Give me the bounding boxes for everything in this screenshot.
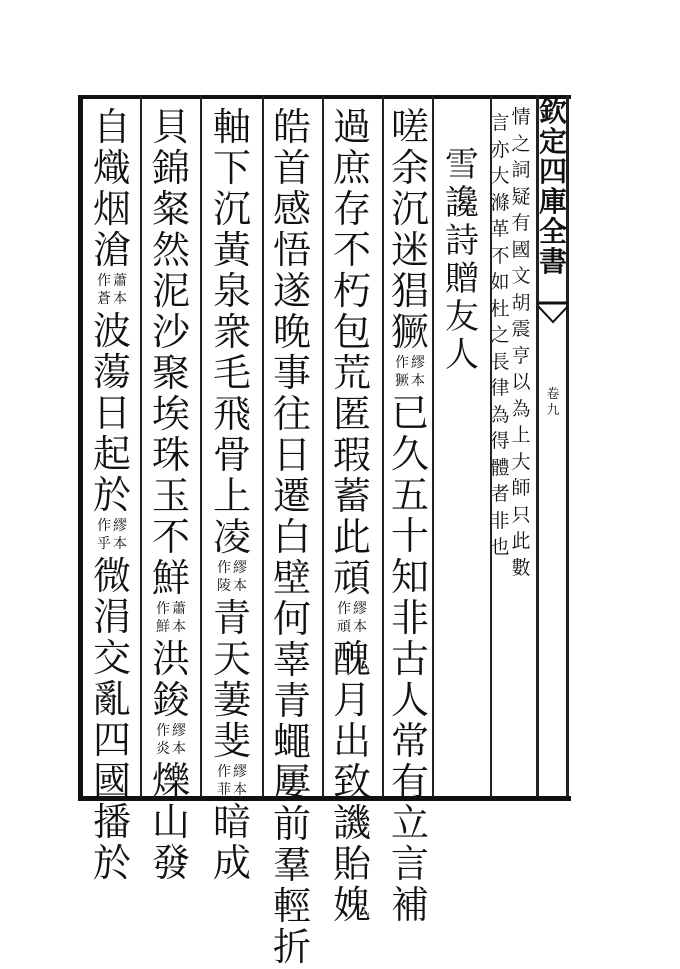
glyph: 感 bbox=[272, 187, 311, 231]
glyph: 匿 bbox=[332, 392, 371, 436]
glyph: 九 bbox=[546, 403, 560, 418]
glyph: 作 bbox=[395, 355, 409, 371]
glyph: 十 bbox=[390, 514, 429, 558]
glyph: 蒼 bbox=[97, 291, 111, 307]
commentary-column-1 bbox=[507, 108, 535, 585]
glyph: 鋑 bbox=[151, 678, 190, 722]
glyph: 之 bbox=[490, 324, 510, 346]
glyph: 微 bbox=[92, 554, 131, 598]
glyph: 凌 bbox=[212, 515, 251, 559]
glyph: 遷 bbox=[272, 474, 311, 518]
glyph: 作 bbox=[156, 723, 170, 739]
glyph: 繆 bbox=[411, 355, 425, 371]
glyph: 乎 bbox=[97, 536, 111, 552]
glyph: 珠 bbox=[151, 433, 190, 477]
glyph: 四 bbox=[92, 718, 131, 762]
glyph: 存 bbox=[332, 187, 371, 231]
glyph: 此 bbox=[332, 515, 371, 559]
glyph: 沉 bbox=[212, 187, 251, 231]
glyph: 定 bbox=[538, 125, 567, 158]
glyph: 泥 bbox=[151, 269, 190, 313]
glyph: 陵 bbox=[217, 578, 231, 594]
glyph: 下 bbox=[212, 146, 251, 190]
glyph: 書 bbox=[538, 245, 567, 278]
glyph: 萋 bbox=[212, 678, 251, 722]
glyph: 亨 bbox=[511, 344, 531, 367]
glyph: 於 bbox=[92, 473, 131, 517]
glyph: 以 bbox=[511, 371, 531, 393]
text-column-5 bbox=[143, 105, 199, 885]
glyph: 白 bbox=[272, 515, 311, 559]
interlinear-note bbox=[156, 724, 186, 760]
glyph: 飛 bbox=[212, 392, 251, 436]
glyph: 得 bbox=[490, 430, 510, 452]
glyph: 爍 bbox=[151, 759, 190, 803]
glyph: 蕭 bbox=[172, 601, 186, 617]
glyph: 醜 bbox=[332, 637, 371, 681]
glyph: 發 bbox=[151, 841, 190, 885]
glyph: 為 bbox=[490, 403, 510, 426]
glyph: 本 bbox=[172, 619, 186, 635]
glyph: 泉 bbox=[212, 269, 251, 313]
glyph: 往 bbox=[272, 392, 311, 436]
glyph: 交 bbox=[92, 636, 131, 680]
interlinear-note bbox=[217, 561, 247, 597]
glyph: 文 bbox=[511, 265, 531, 287]
glyph: 軸 bbox=[212, 105, 251, 149]
glyph: 屢 bbox=[272, 761, 311, 805]
glyph: 不 bbox=[151, 515, 190, 559]
glyph: 非 bbox=[390, 596, 429, 640]
glyph: 晚 bbox=[272, 310, 311, 354]
glyph: 國 bbox=[92, 759, 131, 803]
glyph: 為 bbox=[511, 397, 531, 420]
glyph: 本 bbox=[113, 536, 127, 552]
glyph: 事 bbox=[272, 351, 311, 395]
glyph: 毛 bbox=[212, 351, 251, 395]
glyph: 不 bbox=[490, 244, 510, 267]
glyph: 本 bbox=[233, 578, 247, 594]
glyph: 貽 bbox=[332, 842, 371, 886]
text-column-1 bbox=[384, 105, 436, 927]
glyph: 也 bbox=[490, 536, 510, 558]
glyph: 錦 bbox=[151, 146, 190, 190]
glyph: 繆 bbox=[172, 723, 186, 739]
glyph: 羣 bbox=[272, 843, 311, 887]
glyph: 埃 bbox=[151, 392, 190, 436]
glyph: 沉 bbox=[390, 187, 429, 231]
glyph: 數 bbox=[511, 556, 531, 579]
glyph: 頑 bbox=[332, 556, 371, 600]
glyph: 立 bbox=[390, 801, 429, 845]
glyph: 五 bbox=[390, 473, 429, 517]
glyph: 繆 bbox=[113, 518, 127, 534]
glyph: 本 bbox=[113, 291, 127, 307]
glyph: 本 bbox=[172, 741, 186, 757]
glyph: 言 bbox=[390, 842, 429, 886]
glyph: 洪 bbox=[151, 637, 190, 681]
margin-juan-label bbox=[542, 388, 564, 420]
glyph: 本 bbox=[411, 373, 425, 389]
glyph: 非 bbox=[490, 509, 510, 532]
glyph: 粲 bbox=[151, 187, 190, 231]
glyph: 庫 bbox=[538, 185, 567, 218]
glyph: 日 bbox=[92, 391, 131, 435]
glyph: 讒 bbox=[445, 183, 479, 223]
glyph: 革 bbox=[490, 218, 510, 240]
glyph: 朽 bbox=[332, 269, 371, 313]
text-column-6 bbox=[84, 105, 140, 885]
glyph: 熾 bbox=[92, 146, 131, 190]
glyph: 詩 bbox=[445, 221, 479, 261]
glyph: 斐 bbox=[212, 719, 251, 763]
glyph: 包 bbox=[332, 310, 371, 354]
glyph: 致 bbox=[332, 760, 371, 804]
glyph: 四 bbox=[538, 155, 567, 188]
glyph: 聚 bbox=[151, 351, 190, 395]
glyph: 暗 bbox=[212, 800, 251, 844]
glyph: 月 bbox=[332, 678, 371, 722]
glyph: 作 bbox=[217, 764, 231, 780]
glyph: 情 bbox=[511, 106, 531, 128]
column-rule bbox=[200, 95, 202, 797]
glyph: 蕭 bbox=[113, 273, 127, 289]
glyph: 補 bbox=[390, 883, 429, 927]
glyph: 作 bbox=[156, 601, 170, 617]
glyph: 卷 bbox=[546, 387, 560, 402]
interlinear-note bbox=[97, 519, 127, 555]
glyph: 大 bbox=[511, 450, 531, 473]
glyph: 知 bbox=[390, 555, 429, 599]
glyph: 滌 bbox=[490, 191, 510, 214]
commentary-column-2 bbox=[490, 112, 510, 565]
glyph: 日 bbox=[272, 433, 311, 477]
glyph: 人 bbox=[390, 678, 429, 722]
glyph: 何 bbox=[272, 597, 311, 641]
glyph: 友 bbox=[445, 297, 479, 337]
glyph: 余 bbox=[390, 146, 429, 190]
glyph: 有 bbox=[390, 760, 429, 804]
glyph: 炎 bbox=[156, 741, 170, 757]
glyph: 已 bbox=[390, 391, 429, 435]
glyph: 滄 bbox=[92, 228, 131, 272]
glyph: 譏 bbox=[332, 801, 371, 845]
glyph: 雪 bbox=[445, 145, 479, 185]
glyph: 長 bbox=[490, 350, 510, 373]
glyph: 贈 bbox=[445, 259, 479, 299]
glyph: 折 bbox=[272, 925, 311, 969]
glyph: 師 bbox=[511, 477, 531, 499]
glyph: 波 bbox=[92, 309, 131, 353]
glyph: 蓄 bbox=[332, 474, 371, 518]
glyph: 之 bbox=[511, 132, 531, 155]
glyph: 有 bbox=[511, 212, 531, 234]
glyph: 起 bbox=[92, 432, 131, 476]
glyph: 貝 bbox=[151, 105, 190, 149]
glyph: 然 bbox=[151, 228, 190, 272]
glyph: 烟 bbox=[92, 187, 131, 231]
glyph: 涓 bbox=[92, 595, 131, 639]
glyph: 上 bbox=[511, 424, 531, 446]
glyph: 自 bbox=[92, 105, 131, 149]
glyph: 作 bbox=[97, 518, 111, 534]
glyph: 荒 bbox=[332, 351, 371, 395]
glyph: 於 bbox=[92, 841, 131, 885]
glyph: 首 bbox=[272, 146, 311, 190]
glyph: 辜 bbox=[272, 638, 311, 682]
glyph: 繆 bbox=[233, 560, 247, 576]
glyph: 遂 bbox=[272, 269, 311, 313]
glyph: 久 bbox=[390, 432, 429, 476]
glyph: 壁 bbox=[272, 556, 311, 600]
glyph: 鮮 bbox=[151, 556, 190, 600]
glyph: 頑 bbox=[337, 619, 351, 635]
glyph: 天 bbox=[212, 637, 251, 681]
text-column-4 bbox=[203, 105, 261, 885]
glyph: 菲 bbox=[217, 782, 231, 798]
glyph: 本 bbox=[233, 782, 247, 798]
glyph: 青 bbox=[212, 596, 251, 640]
text-column-2 bbox=[324, 105, 380, 927]
interlinear-note bbox=[217, 765, 247, 801]
glyph: 媿 bbox=[332, 883, 371, 927]
glyph: 亂 bbox=[92, 677, 131, 721]
glyph: 成 bbox=[212, 841, 251, 885]
margin-book-title bbox=[538, 95, 568, 278]
glyph: 全 bbox=[538, 215, 567, 248]
glyph: 出 bbox=[332, 719, 371, 763]
interlinear-note bbox=[97, 274, 127, 310]
glyph: 瑕 bbox=[332, 433, 371, 477]
glyph: 欽 bbox=[538, 95, 567, 128]
glyph: 獗 bbox=[390, 310, 429, 354]
glyph: 繆 bbox=[353, 601, 367, 617]
glyph: 疑 bbox=[511, 185, 531, 208]
glyph: 大 bbox=[490, 165, 510, 187]
glyph: 黃 bbox=[212, 228, 251, 272]
glyph: 此 bbox=[511, 530, 531, 552]
glyph: 庶 bbox=[332, 146, 371, 190]
glyph: 猖 bbox=[390, 269, 429, 313]
glyph: 言 bbox=[490, 112, 510, 134]
text-column-3 bbox=[264, 105, 320, 969]
glyph: 輕 bbox=[272, 884, 311, 928]
glyph: 皓 bbox=[272, 105, 311, 149]
glyph: 如 bbox=[490, 271, 510, 293]
glyph: 胡 bbox=[511, 291, 531, 314]
glyph: 常 bbox=[390, 719, 429, 763]
glyph: 者 bbox=[490, 483, 510, 505]
glyph: 上 bbox=[212, 474, 251, 518]
glyph: 作 bbox=[337, 601, 351, 617]
glyph: 衆 bbox=[212, 310, 251, 354]
glyph: 過 bbox=[332, 105, 371, 149]
glyph: 體 bbox=[490, 456, 510, 479]
glyph: 只 bbox=[511, 503, 531, 526]
glyph: 迷 bbox=[390, 228, 429, 272]
glyph: 詞 bbox=[511, 159, 531, 181]
poem-title bbox=[436, 145, 488, 376]
glyph: 青 bbox=[272, 679, 311, 723]
column-rule bbox=[140, 95, 142, 797]
glyph: 人 bbox=[445, 335, 479, 375]
glyph: 國 bbox=[511, 238, 531, 261]
glyph: 悟 bbox=[272, 228, 311, 272]
glyph: 鮮 bbox=[156, 619, 170, 635]
interlinear-note bbox=[156, 602, 186, 638]
glyph: 杜 bbox=[490, 297, 510, 320]
glyph: 作 bbox=[217, 560, 231, 576]
glyph: 骨 bbox=[212, 433, 251, 477]
interlinear-note bbox=[395, 356, 425, 392]
glyph: 玉 bbox=[151, 474, 190, 518]
glyph: 古 bbox=[390, 637, 429, 681]
glyph: 不 bbox=[332, 228, 371, 272]
glyph: 嗟 bbox=[390, 105, 429, 149]
glyph: 獗 bbox=[395, 373, 409, 389]
glyph: 沙 bbox=[151, 310, 190, 354]
glyph: 蕩 bbox=[92, 350, 131, 394]
glyph: 震 bbox=[511, 318, 531, 340]
glyph: 蠅 bbox=[272, 720, 311, 764]
glyph: 播 bbox=[92, 800, 131, 844]
glyph: 作 bbox=[97, 273, 111, 289]
glyph: 亦 bbox=[490, 138, 510, 161]
glyph: 前 bbox=[272, 802, 311, 846]
glyph: 山 bbox=[151, 800, 190, 844]
glyph: 本 bbox=[353, 619, 367, 635]
fishtail-mark-icon bbox=[538, 300, 568, 330]
interlinear-note bbox=[337, 602, 367, 638]
glyph: 繆 bbox=[233, 764, 247, 780]
glyph: 律 bbox=[490, 377, 510, 399]
